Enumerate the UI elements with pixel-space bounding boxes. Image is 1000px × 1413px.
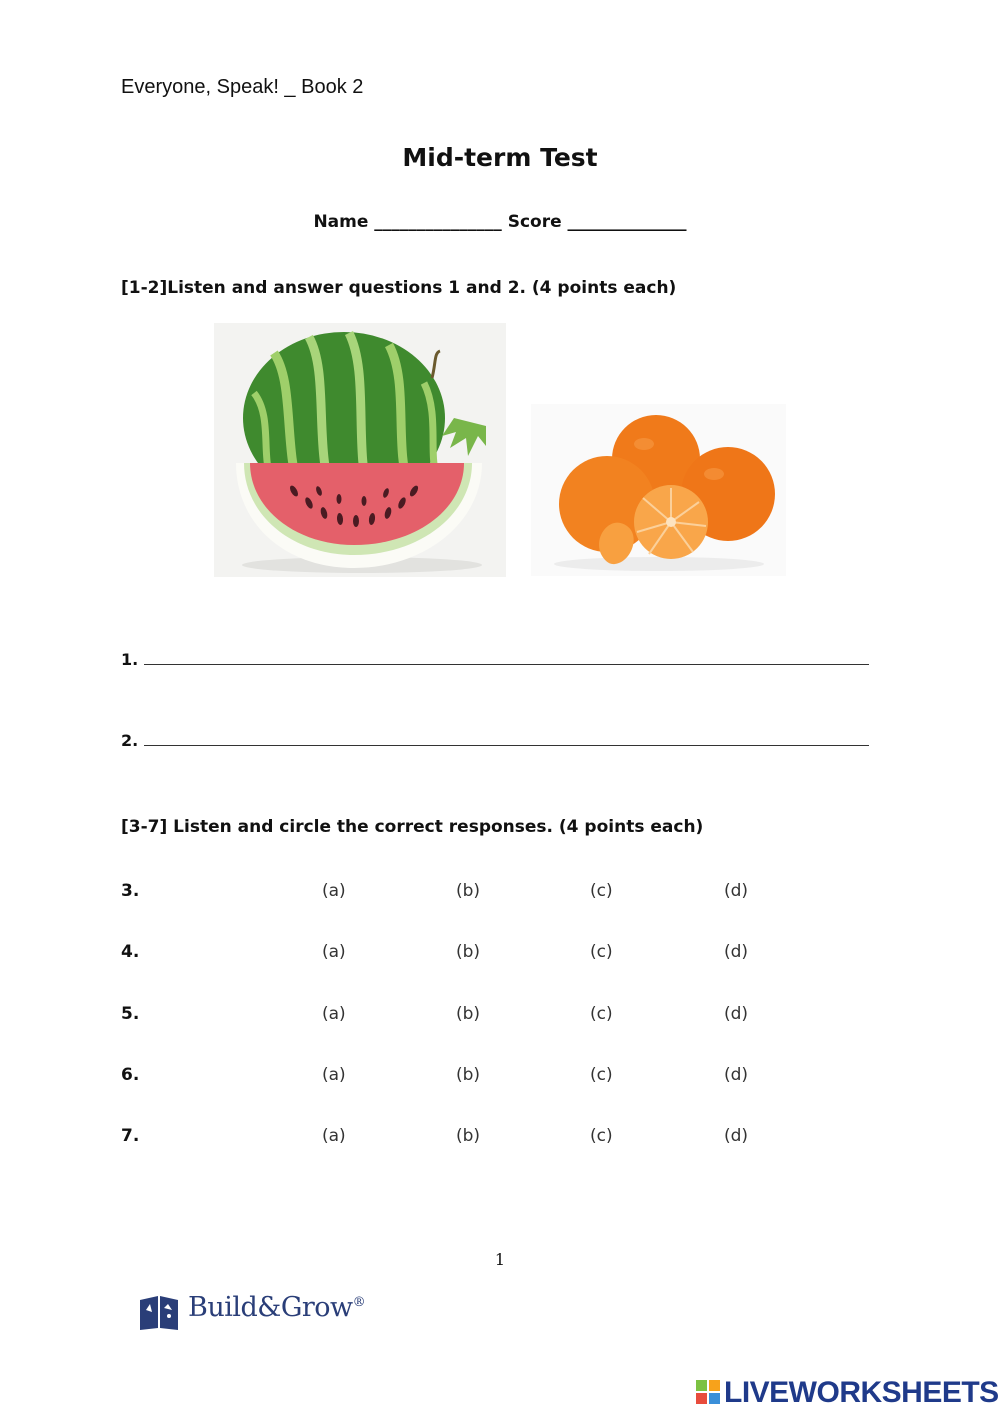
option-d[interactable]: (d) <box>724 1065 749 1085</box>
question-2[interactable] <box>121 731 869 750</box>
option-a[interactable]: (a) <box>322 1126 346 1146</box>
publisher-logo <box>138 1290 378 1334</box>
question-row <box>121 1126 821 1150</box>
question-number: 4. <box>121 942 140 962</box>
liveworksheets-icon <box>696 1380 722 1406</box>
watermelon-image <box>214 323 506 577</box>
question-2-number: 2. <box>121 731 139 750</box>
tangerines-image <box>531 404 786 576</box>
option-b[interactable]: (b) <box>456 1004 481 1024</box>
option-d[interactable]: (d) <box>724 942 749 962</box>
option-c[interactable]: (c) <box>590 1004 613 1024</box>
publisher-name <box>188 1292 365 1323</box>
question-number: 6. <box>121 1065 140 1085</box>
option-a[interactable]: (a) <box>322 1004 346 1024</box>
option-c[interactable]: (c) <box>590 942 613 962</box>
question-1[interactable] <box>121 650 869 669</box>
option-c[interactable]: (c) <box>590 1065 613 1085</box>
question-2-answer-line[interactable] <box>144 731 869 746</box>
registered-mark: ® <box>352 1295 366 1310</box>
liveworksheets-watermark: LIVEWORKSHEETS <box>724 1376 999 1409</box>
book-icon <box>138 1292 180 1332</box>
question-1-number: 1. <box>121 650 139 669</box>
option-a[interactable]: (a) <box>322 942 346 962</box>
question-1-answer-line[interactable] <box>144 650 869 665</box>
page-number: 1 <box>494 1250 506 1269</box>
question-row <box>121 942 821 966</box>
question-row <box>121 881 821 905</box>
option-d[interactable]: (d) <box>724 1004 749 1024</box>
question-number: 5. <box>121 1004 140 1024</box>
section-1-instructions: [1-2]Listen and answer questions 1 and 2. (4 points each) <box>121 278 677 298</box>
question-row <box>121 1004 821 1028</box>
question-number: 7. <box>121 1126 140 1146</box>
question-row <box>121 1065 821 1089</box>
name-score-line[interactable]: Name _______________ Score ______________ <box>313 212 687 232</box>
option-b[interactable]: (b) <box>456 942 481 962</box>
option-b[interactable]: (b) <box>456 1065 481 1085</box>
test-title: Mid-term Test <box>402 143 598 172</box>
option-c[interactable]: (c) <box>590 1126 613 1146</box>
book-title: Everyone, Speak! _ Book 2 <box>121 76 364 98</box>
option-d[interactable]: (d) <box>724 1126 749 1146</box>
option-c[interactable]: (c) <box>590 881 613 901</box>
option-a[interactable]: (a) <box>322 1065 346 1085</box>
option-b[interactable]: (b) <box>456 1126 481 1146</box>
question-number: 3. <box>121 881 140 901</box>
publisher-name-text: Build&Grow <box>188 1292 353 1323</box>
option-a[interactable]: (a) <box>322 881 346 901</box>
liveworksheets-logo <box>696 1376 999 1410</box>
option-b[interactable]: (b) <box>456 881 481 901</box>
section-2-instructions: [3-7] Listen and circle the correct responses. (4 points each) <box>121 817 704 837</box>
option-d[interactable]: (d) <box>724 881 749 901</box>
